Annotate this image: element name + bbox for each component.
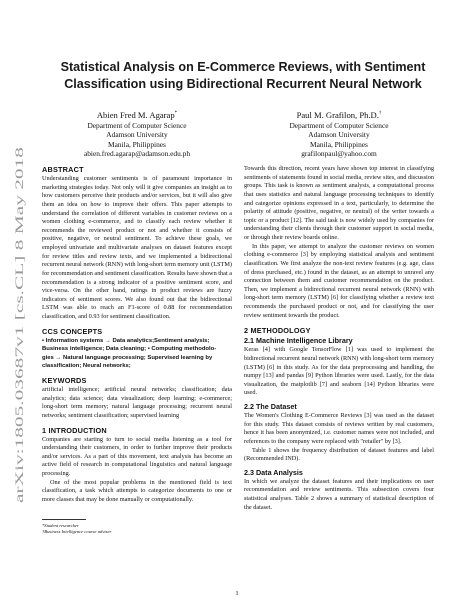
keywords-heading: KEYWORDS: [42, 376, 87, 385]
body-paragraph: Table 1 shows the frequency distribution of dataset features and label (Recommended IND).: [244, 446, 434, 463]
ccs-line: Business intelligence; Data cleaning; • Computing methodolo-: [42, 346, 217, 353]
footnote-rule: [42, 519, 86, 520]
ccs-heading: CCS CONCEPTS: [42, 326, 103, 336]
body-paragraph: In which we analyze the dataset features and their implications on user recommendation and review sentiments. This subsection covers four statistical analyses. Table 2 shows a summary of statistical description of the dataset.: [244, 477, 434, 511]
arxiv-id-text: arXiv:1805.03687v1 [cs.CL] 8 May 2018: [14, 311, 26, 503]
introduction-paragraph: Companies are starting to turn to social media listening as a tool for understanding their customers, in order to further improve their products and/or services. As a part of this movement, text analysis has become an active field of research in computational linguistics and natural language processing.: [42, 435, 232, 477]
keywords-text: artificial intelligence; artificial neural networks; classification; data analytics; data science; data visualization; deep learning; e-commerce; long-short term memory; natural language processing; recurrent neural networks; sentiment classification; supervised learning: [42, 386, 232, 419]
author-name: Abien Fred M. Agarap: [96, 109, 175, 120]
subsection-heading: 2.3 Data Analysis: [244, 467, 303, 477]
methodology-heading: 2 METHODOLOGY: [244, 326, 311, 336]
ccs-concepts: [42, 337, 232, 371]
page-number: 1: [235, 590, 239, 597]
abstract-text: Understanding customer sentiments is of paramount importance in marketing strategies today. Not only will it give companies an insight as to how customers perceive their products and/or services, but it will also give them an idea on how to improve their offers. This paper attempts to understand the correlation of different variables in customer reviews on a women clothing e-commerce, and to classify each review whether it recommends the reviewed product or not and whether it consists of positive, negative, or neutral sentiment. To achieve these goals, we employed univariate and multivariate analyses on dataset features except for review titles and review texts, and we implemented a bidirectional recurrent neural network (RNN) with long-short term memory unit (LSTM) for recommendation and sentiment classification. Results have shown that a recommendation is a strong indicator of a positive sentiment score, and vice-versa. On the other hand, ratings in product reviews are fuzzy indicators of sentiment scores. We also found out that the bidirectional LSTM was able to reach an F1-score of 0.88 for recommendation classification, and 0.93 for sentiment classification.: [42, 175, 232, 320]
abstract-heading: ABSTRACT: [42, 165, 84, 174]
author-dept: Department of Computer Science: [87, 120, 187, 130]
subsection-heading: 2.2 The Dataset: [244, 402, 297, 411]
footnotes: [42, 519, 232, 535]
author-dept: Department of Computer Science: [289, 120, 389, 130]
ccs-line: • Information systems → Data analytics;Sentiment analysis;: [42, 337, 210, 344]
body-paragraph: The Women's Clothing E-Commerce Reviews [3] was used as the dataset for this study. This dataset consists of reviews written by real customers, hence it has been anonymized, i.e. customer names were not included, and references to the company were replaced with "retailer" by [3].: [244, 412, 434, 445]
author-city: Manila, Philippines: [108, 139, 166, 149]
author-mark: †: [378, 111, 382, 116]
title-line-2: Classification using Bidirectional Recurrent Neural Network: [64, 77, 422, 91]
body-paragraph: Towards this direction, recent years have shown top interest in classifying sentiments of statements found in social media, review sites, and discussion groups. This task is known as sentiment analysis, a computational process that uses statistics and natural language processing techniques to identify and categorize opinions expressed in a text, particularly, to determine the polarity of attitude (positive, negative, or neutral) of the writer towards a topic or a product [12]. The said task is now widely used by companies for understanding their clients through their customer support in social media, or through their review boards online.: [244, 165, 434, 241]
author-univ: Adamson University: [308, 130, 370, 140]
author-name: Paul M. Grafilon, Ph.D.: [296, 109, 379, 120]
paper-title: [44, 59, 442, 93]
body-paragraph: In this paper, we attempt to analyze the customer reviews on women clothing e-commerce [3] by employing statistical analysis and sentiment classification. We first analyze the non-text review features (e.g. age, class of dress purchased, etc.) found in the dataset, as an attempt to unravel any connection between them and customer recommendation on the product. Then, we implement a bidirectional recurrent neural network (RNN) with long-short term memory (LSTM) [6] for classifying whether a review text recommends the purchased product or not, and for classifying the user review sentiment towards the product.: [244, 242, 434, 319]
body-paragraph: Keras [4] with Google TensorFlow [1] was used to implement the bidirectional recurrent neural network (RNN) with long-short term memory (LSTM) [6] in this study. As for the data preprocessing and handling, the numpy [13] and pandas [9] Python libraries were used. Lastly, for the data visualization, the matplotlib [7] and seaborn [14] Python libraries were used.: [244, 346, 434, 397]
arxiv-identifier: [6, 145, 30, 505]
subsection-heading: 2.1 Machine Intelligence Library: [244, 336, 353, 346]
author-email[interactable]: grafilonpaul@yahoo.com: [301, 149, 377, 159]
ccs-line: classification; Neural networks;: [42, 363, 131, 370]
title-line-1: Statistical Analysis on E-Commerce Reviews, with Sentiment: [60, 60, 426, 74]
author-block-1: [42, 108, 232, 158]
introduction-heading: 1 INTRODUCTION: [42, 425, 107, 435]
introduction-paragraph: One of the most popular problems in the mentioned field is text classification, a task which attempts to categorize documents to one or more classes that may be done manually or computationally.: [42, 478, 232, 503]
author-mark: *: [174, 111, 178, 116]
author-block-2: [244, 108, 434, 158]
left-column: [42, 165, 232, 535]
ccs-line: gies → Natural language processing; Supervised learning by: [42, 354, 213, 361]
footnote: *Student researcher: [42, 522, 79, 528]
author-city: Manila, Philippines: [310, 139, 368, 149]
author-email[interactable]: abien.fred.agarap@adamson.edu.ph: [83, 149, 191, 159]
author-univ: Adamson University: [106, 130, 168, 140]
right-column: [244, 165, 434, 512]
footnote: †Business Intelligence course adviser: [42, 528, 112, 534]
